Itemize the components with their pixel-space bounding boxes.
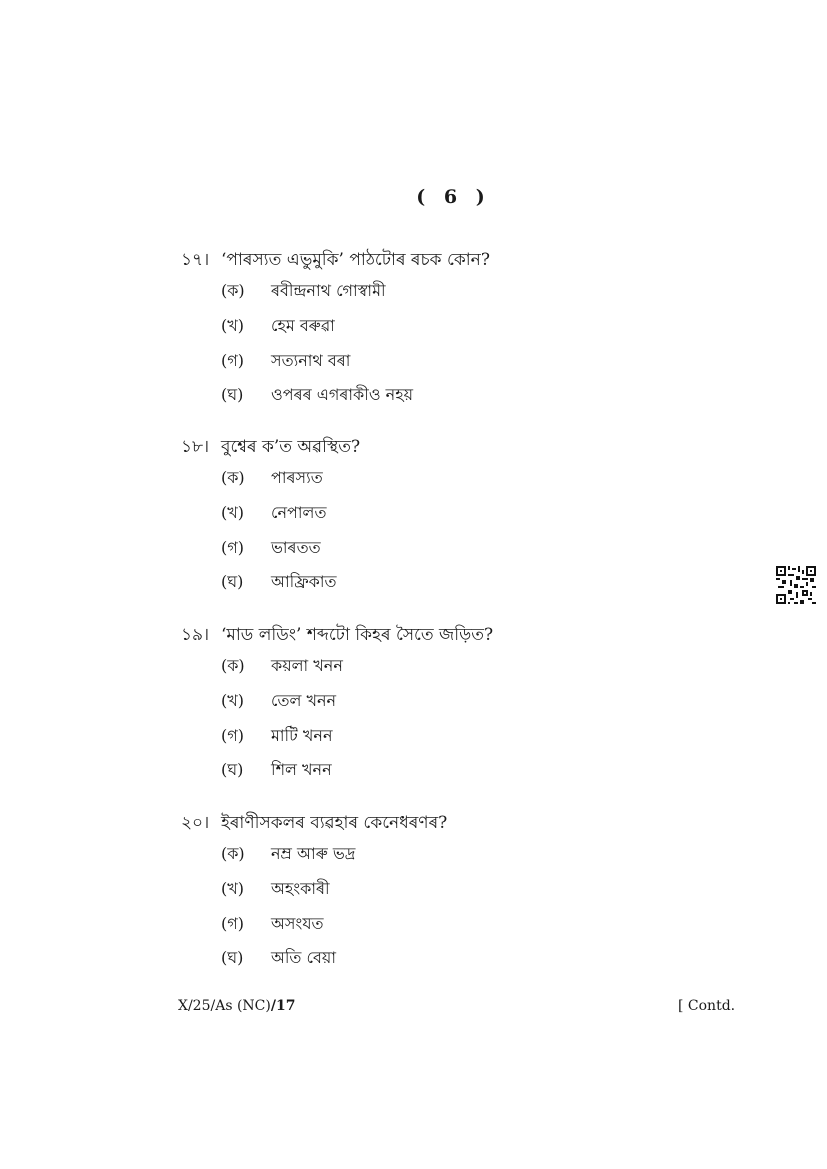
option-text: ওপৰৰ এগৰাকীও নহয় <box>271 385 414 405</box>
question-20 <box>181 809 447 976</box>
option-label: (ঘ) <box>221 385 244 405</box>
question-18 <box>181 433 360 600</box>
option-b <box>221 309 490 344</box>
option-text: তেল খনন <box>271 690 337 710</box>
question-19 <box>181 621 493 788</box>
option-d <box>221 565 360 600</box>
option-c <box>221 907 447 942</box>
option-a <box>221 649 493 684</box>
option-text: নম্ৰ আৰু ভদ্ৰ <box>271 844 356 863</box>
question-line <box>181 246 490 274</box>
question-line <box>181 809 447 837</box>
question-text: ইৰাণীসকলৰ ব্যৱহাৰ কেনেধৰণৰ? <box>221 813 448 833</box>
option-label: (খ) <box>221 690 244 710</box>
option-d <box>221 378 490 413</box>
option-b <box>221 872 447 907</box>
question-number: ১৯। <box>181 625 210 645</box>
paper-code <box>178 998 295 1014</box>
question-number: ১৮। <box>181 437 210 457</box>
option-d <box>221 941 447 976</box>
question-17 <box>181 246 490 413</box>
option-text: সত্যনাথ বৰা <box>271 350 351 370</box>
option-c <box>221 344 490 379</box>
option-a <box>221 837 447 872</box>
option-b <box>221 684 493 719</box>
option-text: অহংকাৰী <box>271 878 330 898</box>
option-label: (গ) <box>221 725 244 745</box>
paper-code-suffix: /17 <box>270 998 296 1014</box>
question-text: ‘মাড লডিং’ শব্দটো কিহৰ সৈতে জড়িত? <box>221 625 494 645</box>
option-text: আফ্ৰিকাত <box>271 572 337 592</box>
option-label: (গ) <box>221 537 244 557</box>
option-label: (গ) <box>221 350 244 370</box>
question-line <box>181 621 493 649</box>
option-text: শিল খনন <box>271 760 332 780</box>
option-label: (খ) <box>221 315 244 335</box>
option-label: (ক) <box>221 281 245 300</box>
option-c <box>221 531 360 566</box>
option-c <box>221 719 493 754</box>
option-text: ৰবীন্দ্ৰনাথ গোস্বামী <box>271 281 386 300</box>
option-label: (ক) <box>221 656 245 675</box>
question-text: বুশ্বেৰ ক’ত অৱস্থিত? <box>221 437 361 457</box>
paper-code-prefix: X/25/As (NC) <box>178 998 271 1014</box>
option-b <box>221 496 360 531</box>
option-text: পাৰস্যত <box>271 468 323 487</box>
option-label: (ক) <box>221 844 245 863</box>
option-text: নেপালত <box>271 502 327 522</box>
option-text: মাটি খনন <box>271 725 333 745</box>
option-label: (খ) <box>221 878 244 898</box>
option-label: (ক) <box>221 468 245 487</box>
option-label: (গ) <box>221 913 244 933</box>
option-label: (খ) <box>221 502 244 522</box>
continued-label: [ Contd. <box>678 998 736 1014</box>
option-a <box>221 461 360 496</box>
qr-code-icon <box>776 566 816 604</box>
option-text: অসংযত <box>271 913 324 933</box>
page-number: ( 6 ) <box>416 186 491 208</box>
option-d <box>221 753 493 788</box>
question-text: ‘পাৰস্যত এভুমুকি’ পাঠটোৰ ৰচক কোন? <box>221 250 490 270</box>
question-line <box>181 433 360 461</box>
option-label: (ঘ) <box>221 760 244 780</box>
option-text: অতি বেয়া <box>271 948 336 968</box>
option-text: ভাৰতত <box>271 537 321 557</box>
option-a <box>221 274 490 309</box>
question-number: ২০। <box>181 813 210 833</box>
option-label: (ঘ) <box>221 948 244 968</box>
option-label: (ঘ) <box>221 572 244 592</box>
option-text: কয়লা খনন <box>271 656 343 675</box>
question-number: ১৭। <box>181 250 210 270</box>
option-text: হেম বৰুৱা <box>271 315 335 335</box>
